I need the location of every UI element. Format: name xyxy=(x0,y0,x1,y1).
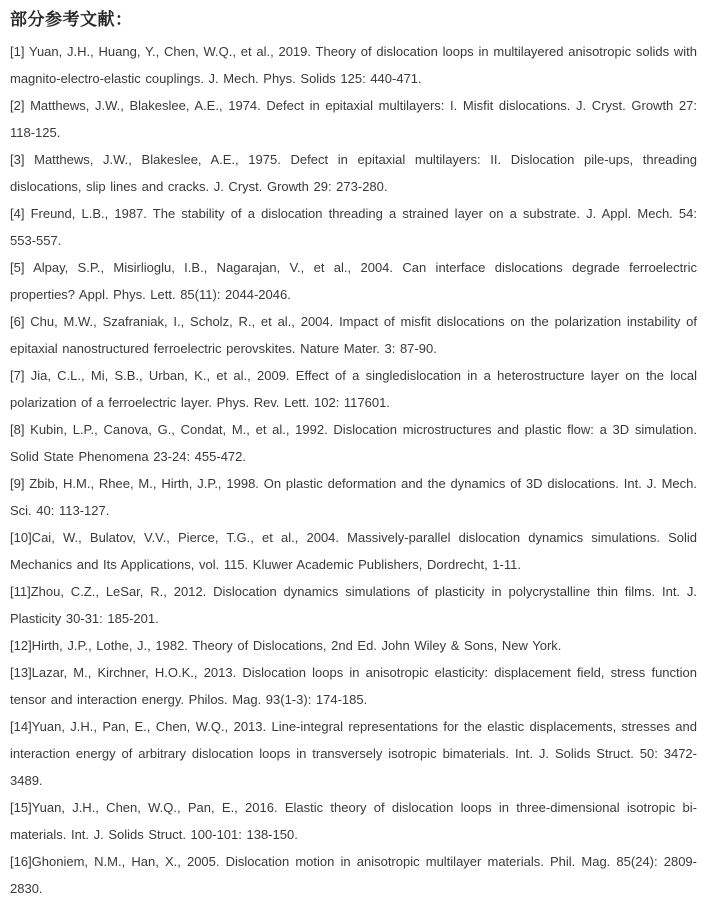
reference-item: [2] Matthews, J.W., Blakeslee, A.E., 1974. Defect in epitaxial multilayers: I. Misfit dislocations. J. Cryst. Growth 27: 118-125. xyxy=(10,98,697,140)
reference-item: [13]Lazar, M., Kirchner, H.O.K., 2013. Dislocation loops in anisotropic elasticity: displacement field, stress function tensor and interaction energy. Philos. Mag. 93(1-3): 174-185. xyxy=(10,665,697,707)
reference-item: [12]Hirth, J.P., Lothe, J., 1982. Theory of Dislocations, 2nd Ed. John Wiley & Sons, New York. xyxy=(10,638,562,653)
reference-item: [7] Jia, C.L., Mi, S.B., Urban, K., et al., 2009. Effect of a singledislocation in a heterostructure layer on the local polarization of a ferroelectric layer. Phys. Rev. Lett. 102: 117601. xyxy=(10,368,697,410)
reference-item: [6] Chu, M.W., Szafraniak, I., Scholz, R., et al., 2004. Impact of misfit dislocations on the polarization instability of epitaxial nanostructured ferroelectric perovskites. Nature Mater. 3: 87-90. xyxy=(10,314,697,356)
references-heading: 部分参考文献： xyxy=(10,10,133,29)
reference-item: [3] Matthews, J.W., Blakeslee, A.E., 1975. Defect in epitaxial multilayers: II. Dislocation pile-ups, threading dislocations, slip lines and cracks. J. Cryst. Growth 29: 273-280. xyxy=(10,152,697,194)
reference-item: [5] Alpay, S.P., Misirlioglu, I.B., Nagarajan, V., et al., 2004. Can interface dislocations degrade ferroelectric properties? Appl. Phys. Lett. 85(11): 2044-2046. xyxy=(10,260,697,302)
reference-item: [11]Zhou, C.Z., LeSar, R., 2012. Dislocation dynamics simulations of plasticity in polycrystalline thin films. Int. J. Plasticity 30-31: 185-201. xyxy=(10,584,697,626)
reference-item: [8] Kubin, L.P., Canova, G., Condat, M., et al., 1992. Dislocation microstructures and plastic flow: a 3D simulation. Solid State Phenomena 23-24: 455-472. xyxy=(10,422,697,464)
reference-item: [15]Yuan, J.H., Chen, W.Q., Pan, E., 2016. Elastic theory of dislocation loops in three-dimensional isotropic bi-materials. Int. J. Solids Struct. 100-101: 138-150. xyxy=(10,800,697,842)
reference-item: [14]Yuan, J.H., Pan, E., Chen, W.Q., 2013. Line-integral representations for the elastic displacements, stresses and interaction energy of arbitrary dislocation loops in transversely isotropic bimaterials. Int. J. Solids Struct. 50: 3472-3489. xyxy=(10,719,697,788)
reference-list xyxy=(10,38,697,902)
reference-item: [9] Zbib, H.M., Rhee, M., Hirth, J.P., 1998. On plastic deformation and the dynamics of 3D dislocations. Int. J. Mech. Sci. 40: 113-127. xyxy=(10,476,697,518)
reference-item: [16]Ghoniem, N.M., Han, X., 2005. Dislocation motion in anisotropic multilayer materials. Phil. Mag. 85(24): 2809-2830. xyxy=(10,854,697,896)
reference-item: [1] Yuan, J.H., Huang, Y., Chen, W.Q., et al., 2019. Theory of dislocation loops in multilayered anisotropic solids with magnito-electro-elastic couplings. J. Mech. Phys. Solids 125: 440-471. xyxy=(10,44,697,86)
reference-item: [4] Freund, L.B., 1987. The stability of a dislocation threading a strained layer on a substrate. J. Appl. Mech. 54: 553-557. xyxy=(10,206,697,248)
reference-item: [10]Cai, W., Bulatov, V.V., Pierce, T.G., et al., 2004. Massively-parallel dislocation dynamics simulations. Solid Mechanics and Its Applications, vol. 115. Kluwer Academic Publishers, Dordrecht, 1-11. xyxy=(10,530,697,572)
